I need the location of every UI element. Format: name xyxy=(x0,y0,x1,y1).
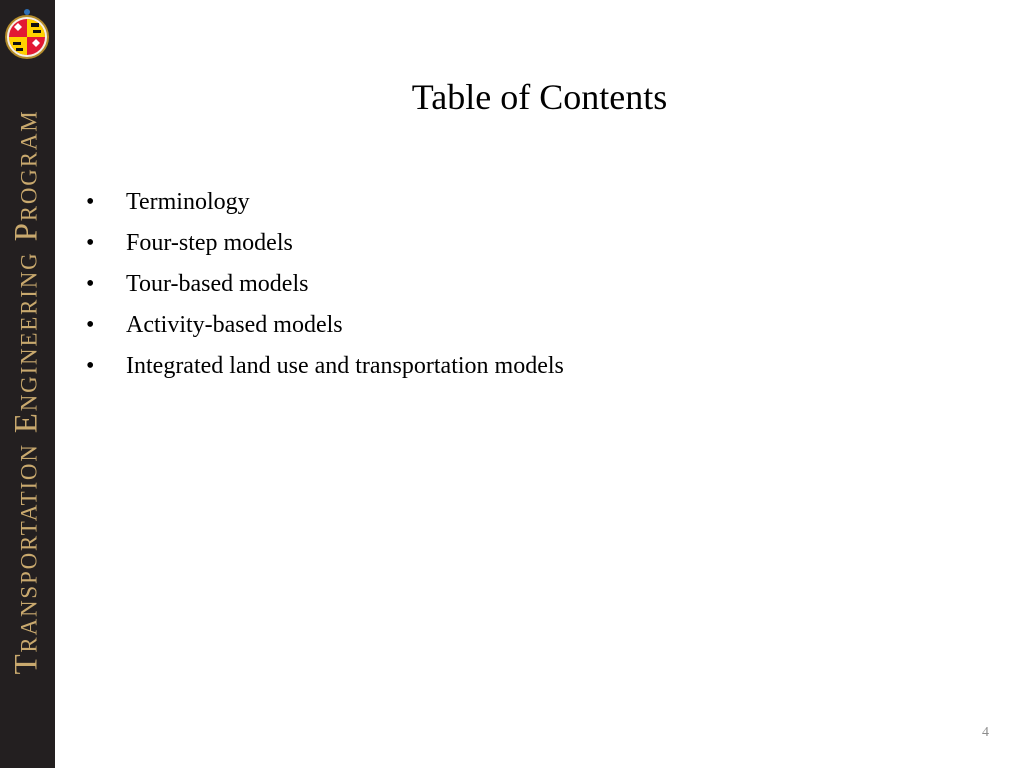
bullet-icon: • xyxy=(86,189,95,215)
bullet-icon: • xyxy=(86,353,95,379)
list-item-label: Activity-based models xyxy=(126,312,343,338)
page-number: 4 xyxy=(982,725,989,740)
university-seal-icon xyxy=(4,5,50,61)
sidebar-program-name: Transportation Engineering Program xyxy=(8,109,45,675)
bullet-icon: • xyxy=(86,271,95,297)
list-item-label: Four-step models xyxy=(126,230,293,256)
list-item xyxy=(86,350,564,391)
bullet-icon: • xyxy=(86,312,95,338)
list-item-label: Integrated land use and transportation models xyxy=(126,353,564,379)
list-item-label: Tour-based models xyxy=(126,271,309,297)
list-item xyxy=(86,309,564,350)
bullet-list xyxy=(86,186,564,391)
bullet-icon: • xyxy=(86,230,95,256)
list-item-label: Terminology xyxy=(126,189,250,215)
slide-title: Table of Contents xyxy=(411,77,668,117)
sidebar xyxy=(0,0,55,768)
list-item xyxy=(86,268,564,309)
list-item xyxy=(86,227,564,268)
list-item xyxy=(86,186,564,227)
